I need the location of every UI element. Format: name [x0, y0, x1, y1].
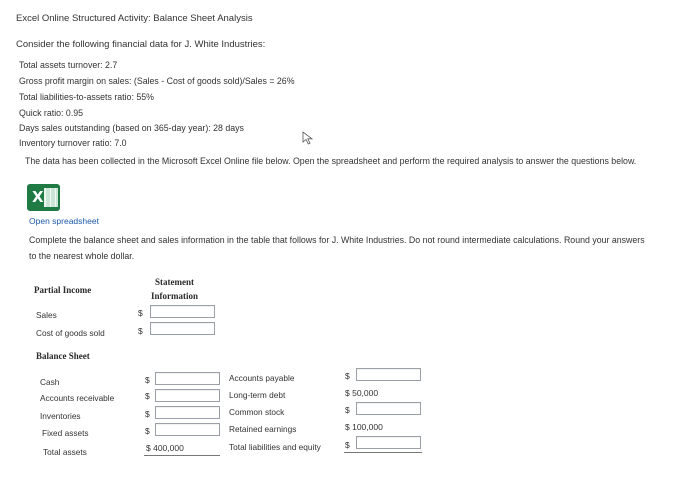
currency-inventories: $	[145, 409, 150, 419]
total-liabilities-underline	[344, 452, 422, 453]
total-liabilities-equity-input[interactable]	[356, 436, 421, 449]
row-label-total-liabilities-equity: Total liabilities and equity	[229, 442, 321, 452]
page-title: Excel Online Structured Activity: Balance Sheet Analysis	[16, 13, 253, 24]
statement-header-line-1: Statement	[155, 277, 194, 287]
cash-input[interactable]	[155, 372, 220, 385]
row-label-retained-earnings: Retained earnings	[229, 424, 297, 434]
total-assets-value: $ 400,000	[146, 443, 184, 453]
row-label-accounts-receivable: Accounts receivable	[40, 393, 115, 403]
instructions-line-1: Complete the balance sheet and sales information in the table that follows for J. White Industries. Do not round intermediate calculations. Round your answers	[29, 235, 645, 245]
row-label-cogs: Cost of goods sold	[36, 328, 105, 338]
currency-fixed-assets: $	[145, 426, 150, 436]
balance-sheet-header: Balance Sheet	[36, 351, 90, 361]
given-liabilities-to-assets: Total liabilities-to-assets ratio: 55%	[19, 92, 154, 102]
statement-header-line-2: Information	[151, 291, 198, 301]
fixed-assets-input[interactable]	[155, 423, 220, 436]
accounts-receivable-input[interactable]	[155, 389, 220, 402]
given-gross-profit-margin: Gross profit margin on sales: (Sales - Cost of goods sold)/Sales = 26%	[19, 76, 295, 86]
total-assets-underline	[144, 455, 220, 456]
open-spreadsheet-link[interactable]: Open spreadsheet	[29, 216, 99, 226]
row-label-total-assets: Total assets	[43, 447, 87, 457]
given-total-assets-turnover: Total assets turnover: 2.7	[19, 60, 118, 70]
currency-ap: $	[345, 371, 350, 381]
collected-note: The data has been collected in the Microsoft Excel Online file below. Open the spreadsheet and perform the required analysis to answer the questions below.	[25, 156, 637, 166]
currency-cash: $	[145, 375, 150, 385]
given-quick-ratio: Quick ratio: 0.95	[19, 108, 84, 118]
inventories-input[interactable]	[155, 406, 220, 419]
given-days-sales-outstanding: Days sales outstanding (based on 365-day year): 28 days	[19, 123, 244, 133]
row-label-long-term-debt: Long-term debt	[229, 390, 286, 400]
long-term-debt-value: $ 50,000	[345, 388, 379, 398]
row-label-accounts-payable: Accounts payable	[229, 373, 295, 383]
currency-ar: $	[145, 391, 150, 401]
row-label-common-stock: Common stock	[229, 407, 285, 417]
excel-icon[interactable]: X	[27, 184, 60, 211]
row-label-fixed-assets: Fixed assets	[42, 428, 89, 438]
cogs-input[interactable]	[150, 322, 215, 335]
retained-earnings-value: $ 100,000	[345, 422, 383, 432]
row-label-sales: Sales	[36, 310, 57, 320]
sales-input[interactable]	[150, 305, 215, 318]
given-inventory-turnover: Inventory turnover ratio: 7.0	[19, 138, 127, 148]
common-stock-input[interactable]	[356, 402, 421, 415]
currency-common-stock: $	[345, 405, 350, 415]
row-label-cash: Cash	[40, 377, 60, 387]
row-label-inventories: Inventories	[40, 411, 81, 421]
mouse-cursor-icon	[302, 131, 314, 145]
accounts-payable-input[interactable]	[356, 368, 421, 381]
currency-cogs: $	[138, 326, 143, 336]
partial-income-header: Partial Income	[34, 285, 92, 295]
currency-total-liabilities-equity: $	[345, 440, 350, 450]
currency-sales: $	[138, 308, 143, 318]
instructions-line-2: to the nearest whole dollar.	[29, 251, 135, 261]
prompt-text: Consider the following financial data for J. White Industries:	[16, 39, 266, 50]
